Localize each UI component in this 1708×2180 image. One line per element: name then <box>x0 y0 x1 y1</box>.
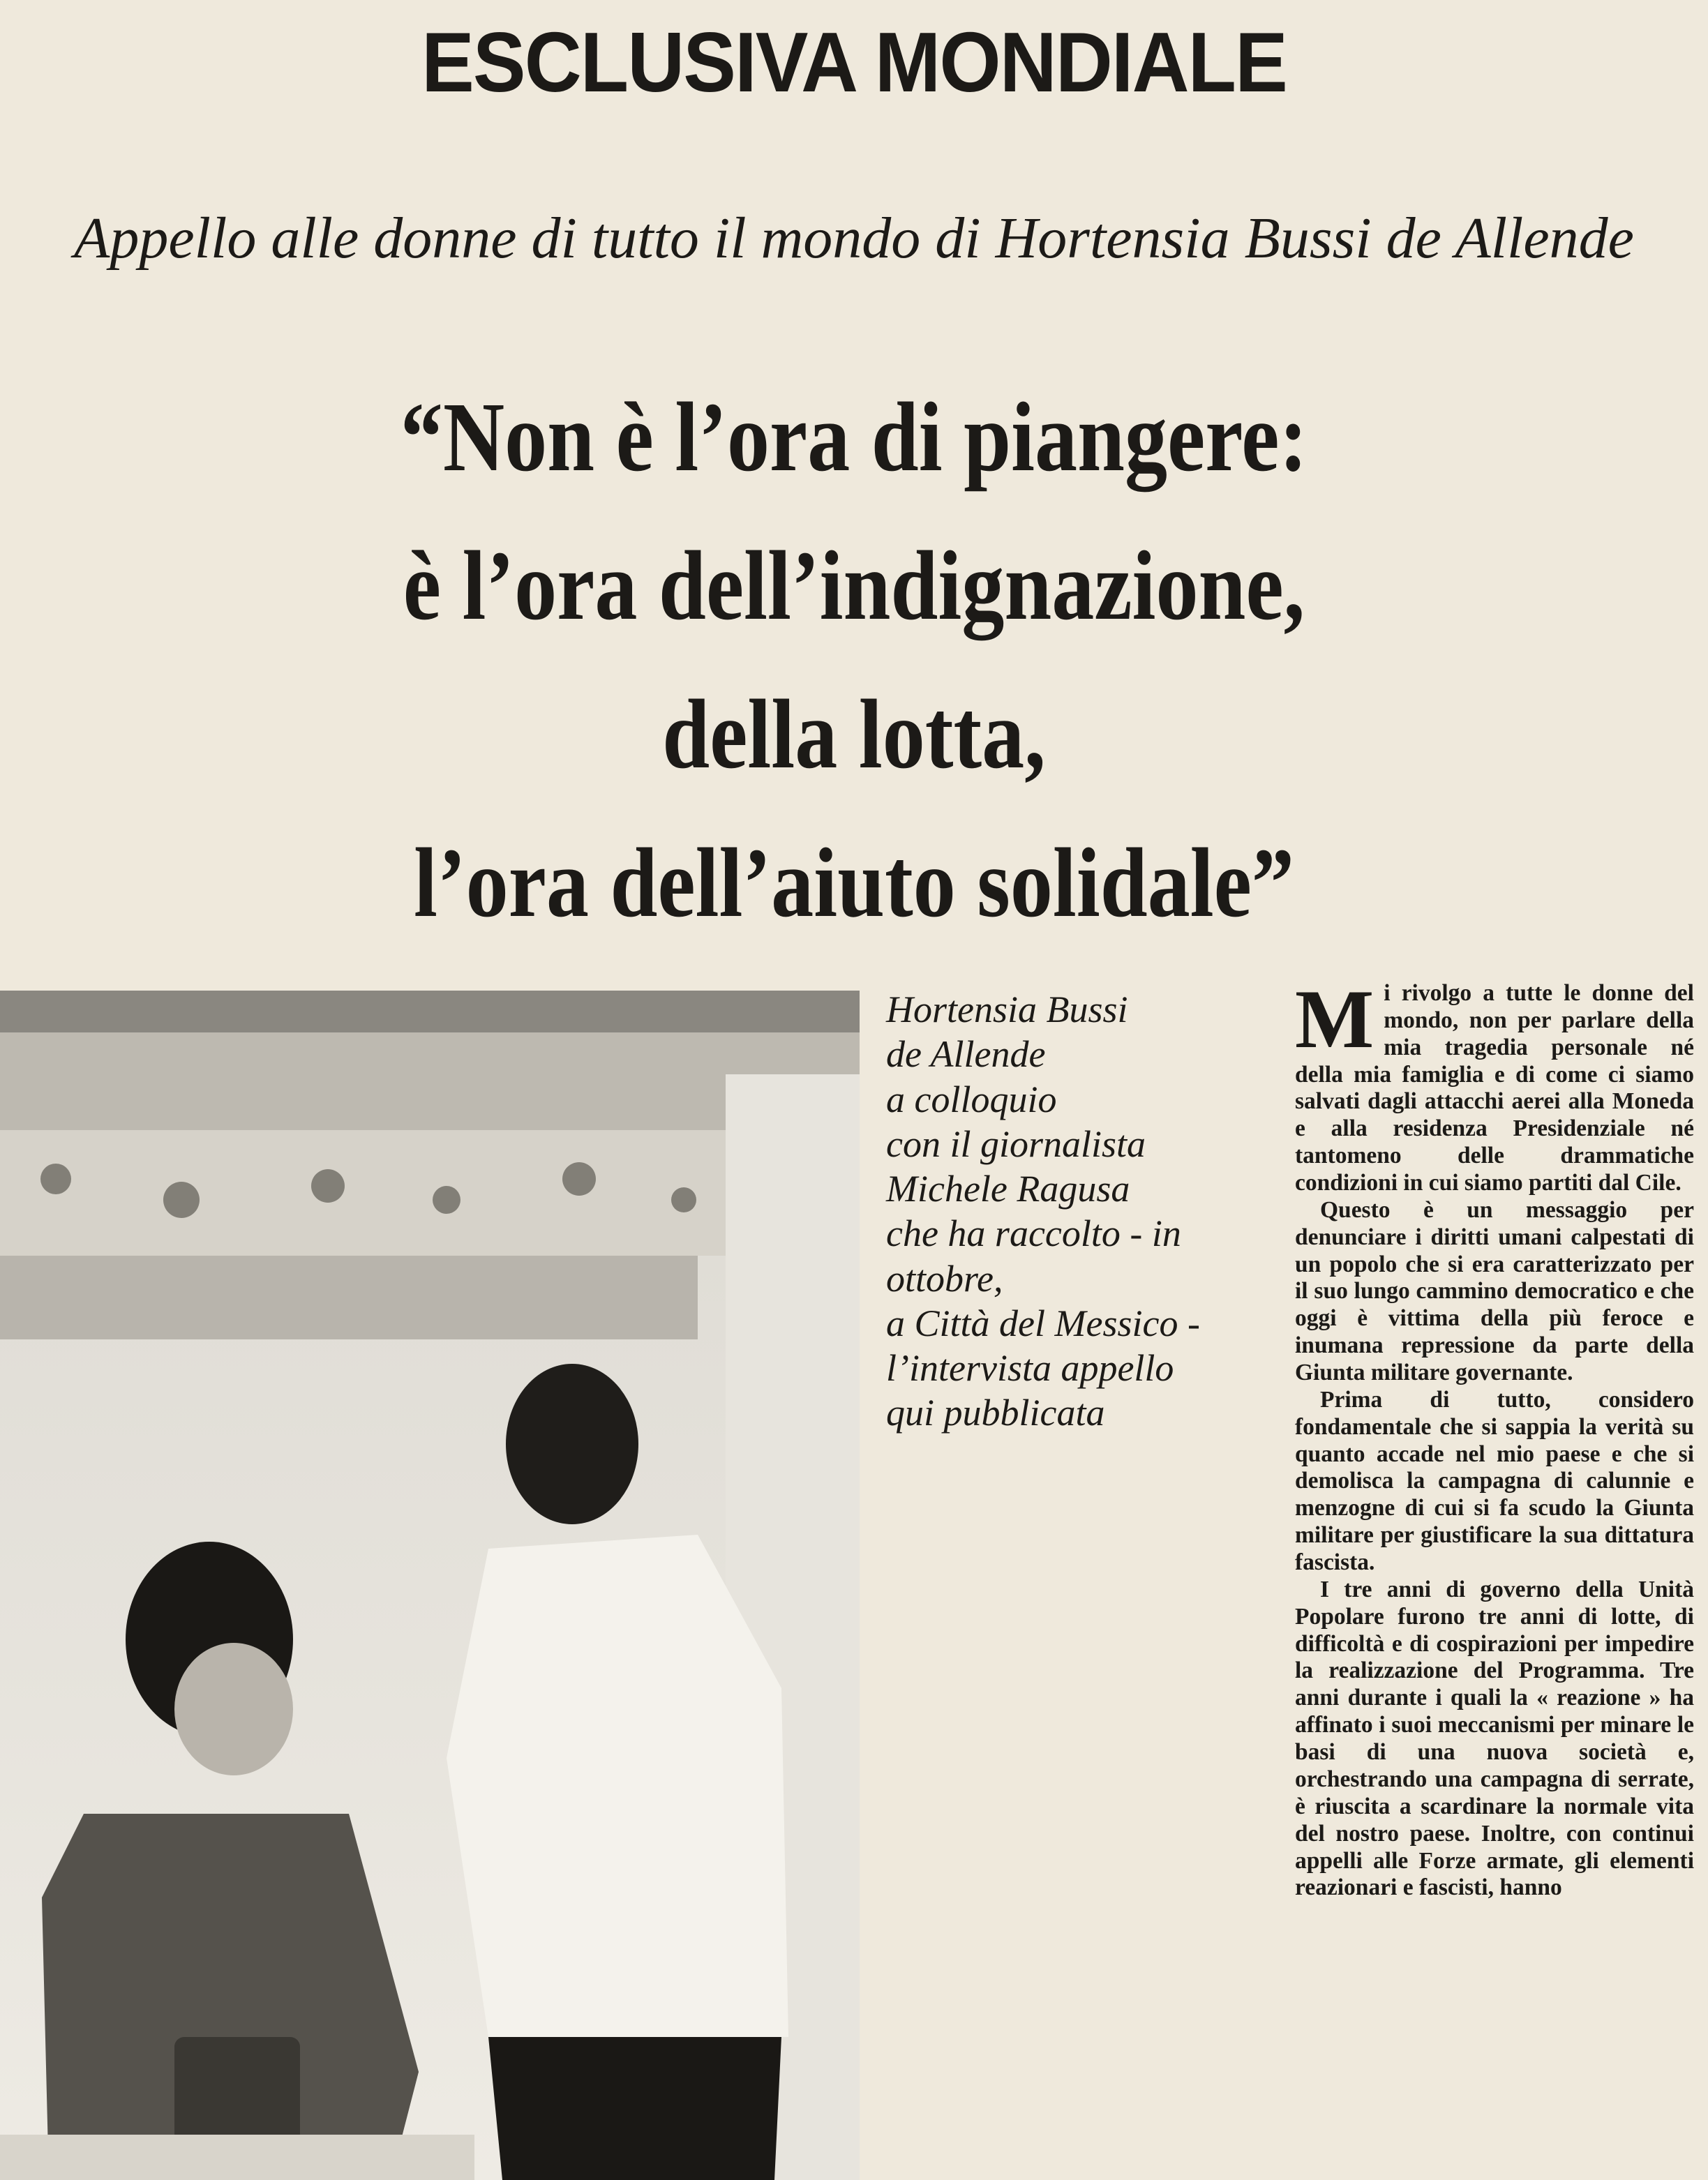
caption-line: ottobre, <box>886 1257 1003 1300</box>
article-paragraph: I tre anni di governo della Unità Popolare furono tre anni di lotte, di difficoltà e di cospirazioni per impedire la realizzazione del Programma. Tre anni durante i quali la « reazione » ha affinato i suoi meccanismi per minare le basi di una nuova società e, orchestrando una campagna di serrate, è riuscita a scardinare la normale vita del nostro paese. Inoltre, con continui appelli alle Forze armate, gli elementi reazionari e fascisti, hanno <box>1295 1576 1694 1901</box>
photo-illustration <box>0 991 860 2180</box>
caption-line: qui pubblicata <box>886 1392 1105 1434</box>
headline-line: della lotta, <box>662 679 1046 789</box>
headline <box>119 363 1588 957</box>
caption-line: l’intervista appello <box>886 1347 1174 1389</box>
section-kicker: ESCLUSIVA MONDIALE <box>421 15 1287 110</box>
photo-caption <box>886 987 1277 1436</box>
article-subtitle: Appello alle donne di tutto il mondo di Hortensia Bussi de Allende <box>74 206 1634 271</box>
article-body <box>1295 972 1694 1902</box>
interview-photo <box>0 991 860 2180</box>
caption-line: a Città del Messico - <box>886 1302 1200 1344</box>
caption-line: a colloquio <box>886 1078 1057 1120</box>
drop-cap: M <box>1295 972 1374 1065</box>
caption-line: Michele Ragusa <box>886 1168 1130 1210</box>
article-paragraph: Questo è un messaggio per denunciare i diritti umani calpestati di un popolo che si era caratterizzato per il suo lungo cammino democratico e che oggi è vittima della più feroce e inumana repressione da parte della Giunta militare governante. <box>1295 1196 1694 1386</box>
caption-line: con il giornalista <box>886 1122 1146 1165</box>
headline-line: è l’ora dell’indignazione, <box>403 530 1305 640</box>
article-paragraph <box>1295 972 1694 1197</box>
headline-line: l’ora dell’aiuto solidale” <box>414 827 1294 938</box>
caption-line: Hortensia Bussi <box>886 988 1128 1030</box>
article-paragraph: Prima di tutto, considero fondamentale che si sappia la verità su quanto accade nel mio paese e che si demolisca la campagna di calunnie e menzogne di cui si fa scudo la Giunta militare per giustificare la sua dittatura fascista. <box>1295 1386 1694 1576</box>
headline-line: “Non è l’ora di piangere: <box>400 382 1308 492</box>
caption-line: de Allende <box>886 1033 1046 1076</box>
caption-line: che ha raccolto - in <box>886 1212 1181 1255</box>
paragraph-text: i rivolgo a tutte le donne del mondo, non per parlare della mia tragedia personale né della mia famiglia e di come ci siamo salvati dagli attacchi aerei alla Moneda e alla residenza Presidenziale né tantomeno delle drammatiche condizioni in cui siamo partiti dal Cile. <box>1295 980 1694 1196</box>
